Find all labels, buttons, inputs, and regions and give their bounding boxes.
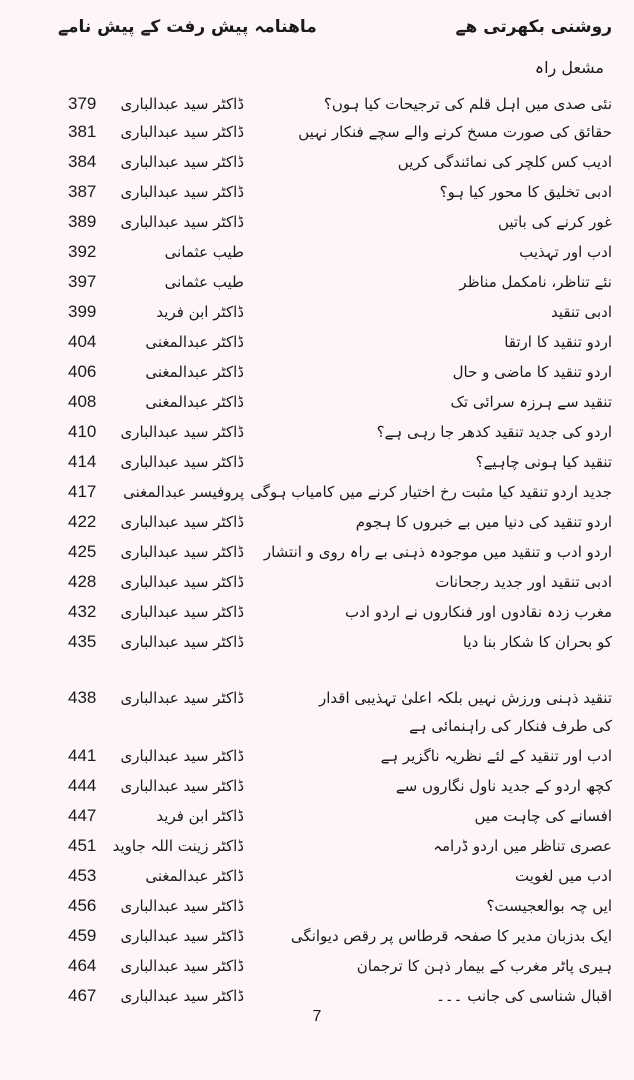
toc-author: ڈاکٹر عبدالمغنی — [145, 363, 244, 381]
toc-page-number: 384 — [68, 152, 97, 171]
toc-author: ڈاکٹر سید عبدالباری — [120, 573, 244, 591]
toc-author: ڈاکٹر سید عبدالباری — [120, 747, 244, 765]
toc-page-number: 467 — [68, 986, 97, 1005]
toc-author: ڈاکٹر سید عبدالباری — [120, 423, 244, 441]
toc-title: اردو کی جدید تنقید کدھر جا رہی ہے؟ — [376, 423, 612, 441]
toc-title: ادیب کس کلچر کی نمائندگی کریں — [397, 153, 612, 171]
toc-row — [0, 774, 634, 804]
toc-page-number: 422 — [68, 512, 97, 531]
toc-page-number: 417 — [68, 482, 97, 501]
toc-page-number: 435 — [68, 632, 97, 651]
toc-page-number: 406 — [68, 362, 97, 381]
toc-page-number: 447 — [68, 806, 97, 825]
toc-row — [0, 150, 634, 180]
toc-page-number: 410 — [68, 422, 97, 441]
toc-page-number: 438 — [68, 688, 97, 707]
toc-author: ڈاکٹر سید عبدالباری — [120, 777, 244, 795]
toc-page-number: 453 — [68, 866, 97, 885]
toc-author: ڈاکٹر سید عبدالباری — [120, 603, 244, 621]
toc-row — [0, 420, 634, 450]
toc-title: اردو ادب و تنقید میں موجودہ ذہنی بے راہ روی و انتشار — [263, 543, 612, 561]
toc-author: ڈاکٹر سید عبدالباری — [120, 689, 244, 707]
toc-row — [0, 300, 634, 330]
toc-row — [0, 480, 634, 510]
toc-author: ڈاکٹر سید عبدالباری — [120, 95, 244, 113]
toc-row — [0, 570, 634, 600]
toc-author: ڈاکٹر سید عبدالباری — [120, 927, 244, 945]
toc-author: ڈاکٹر عبدالمغنی — [145, 333, 244, 351]
toc-page-number: 459 — [68, 926, 97, 945]
toc-row — [0, 450, 634, 480]
toc-title: مغرب زدہ نقادوں اور فنکاروں نے اردو ادب — [344, 603, 612, 621]
toc-row — [0, 540, 634, 570]
toc-row — [0, 510, 634, 540]
toc-author: ڈاکٹر سید عبدالباری — [120, 957, 244, 975]
toc-page-number: 404 — [68, 332, 97, 351]
toc-row — [0, 120, 634, 150]
toc-title: حقائق کی صورت مسخ کرنے والے سچے فنکار نہیں — [298, 123, 612, 141]
toc-author: ڈاکٹر سید عبدالباری — [120, 897, 244, 915]
toc-row — [0, 390, 634, 420]
toc-title-continued: کی طرف فنکار کی راہنمائی ہے — [409, 717, 612, 735]
toc-title: نئے تناظر، نامکمل مناظر — [459, 273, 612, 291]
toc-title: ایک بدزبان مدیر کا صفحہ قرطاس پر رقص دیوانگی — [290, 927, 612, 945]
toc-author: طیب عثمانی — [164, 243, 244, 261]
toc-title: اردو تنقید کا ارتقا — [504, 333, 612, 351]
section-title: روشنی بکھرتی ھے — [455, 17, 612, 37]
toc-author: ڈاکٹر سید عبدالباری — [120, 633, 244, 651]
toc-row — [0, 630, 634, 660]
toc-title: ادبی تنقید اور جدید رجحانات — [435, 573, 612, 591]
toc-author: ڈاکٹر ابن فرید — [156, 303, 244, 321]
toc-author: ڈاکٹر سید عبدالباری — [120, 513, 244, 531]
toc-title: ادب اور تنقید کے لئے نظریہ ناگزیر ہے — [380, 747, 612, 765]
toc-title: جدید اردو تنقید کیا مثبت رخ اختیار کرنے میں کامیاب ہوگی — [250, 483, 612, 501]
toc-title: تنقید کیا ہونی چاہیے؟ — [475, 453, 612, 471]
toc-page-number: 428 — [68, 572, 97, 591]
toc-page-number: 456 — [68, 896, 97, 915]
toc-page-number: 392 — [68, 242, 97, 261]
toc-title: اقبال شناسی کی جانب ۔۔۔ — [436, 987, 612, 1005]
toc-row — [0, 954, 634, 984]
toc-author: ڈاکٹر زینت اللہ جاوید — [112, 837, 244, 855]
intro-label: مشعل راہ — [534, 58, 604, 77]
toc-author: ڈاکٹر سید عبدالباری — [120, 183, 244, 201]
toc-title: ادب میں لغویت — [515, 867, 612, 885]
toc-page-number: 432 — [68, 602, 97, 621]
toc-title: غور کرنے کی باتیں — [497, 213, 612, 231]
toc-author: ڈاکٹر ابن فرید — [156, 807, 244, 825]
toc-page-number: 387 — [68, 182, 97, 201]
page-number: 7 — [312, 1008, 322, 1025]
toc-author: ڈاکٹر سید عبدالباری — [120, 123, 244, 141]
toc-page-number: 464 — [68, 956, 97, 975]
toc-row — [0, 180, 634, 210]
column-heading: ماھنامہ پیش رفت کے پیش نامے — [58, 17, 317, 37]
toc-row — [0, 330, 634, 360]
toc-row — [0, 270, 634, 300]
toc-row — [0, 600, 634, 630]
toc-author: طیب عثمانی — [164, 273, 244, 291]
toc-author: پروفیسر عبدالمغنی — [123, 483, 244, 501]
toc-row — [0, 92, 634, 122]
toc-title: افسانے کی چاہت میں — [474, 807, 612, 825]
toc-page-number: 408 — [68, 392, 97, 411]
toc-title: عصری تناظر میں اردو ڈرامہ — [433, 837, 612, 855]
toc-title: اردو تنقید کا ماضی و حال — [452, 363, 612, 381]
toc-row — [0, 210, 634, 240]
toc-page-number: 399 — [68, 302, 97, 321]
toc-page-number: 379 — [68, 94, 97, 113]
toc-author: ڈاکٹر سید عبدالباری — [120, 153, 244, 171]
toc-author: ڈاکٹر سید عبدالباری — [120, 987, 244, 1005]
toc-row — [0, 894, 634, 924]
toc-row — [0, 924, 634, 954]
toc-title: کو بحران کا شکار بنا دیا — [462, 633, 612, 651]
toc-author: ڈاکٹر عبدالمغنی — [145, 393, 244, 411]
toc-row — [0, 864, 634, 894]
toc-page-number: 451 — [68, 836, 97, 855]
toc-page-number: 425 — [68, 542, 97, 561]
toc-title: ایں چہ بوالعجیست؟ — [486, 897, 612, 915]
toc-row — [0, 744, 634, 774]
toc-author: ڈاکٹر سید عبدالباری — [120, 543, 244, 561]
toc-author: ڈاکٹر سید عبدالباری — [120, 213, 244, 231]
toc-title: تنقید ذہنی ورزش نہیں بلکہ اعلیٰ تہذیبی اقدار — [319, 689, 612, 707]
toc-page-number: 389 — [68, 212, 97, 231]
toc-title: اردو تنقید کی دنیا میں بے خبروں کا ہجوم — [355, 513, 612, 531]
toc-page-number: 444 — [68, 776, 97, 795]
toc-page-number: 441 — [68, 746, 97, 765]
toc-title: ہیری پاٹر مغرب کے بیمار ذہن کا ترجمان — [356, 957, 612, 975]
toc-title: کچھ اردو کے جدید ناول نگاروں سے — [395, 777, 612, 795]
toc-page-number: 381 — [68, 122, 97, 141]
toc-title: ادبی تخلیق کا محور کیا ہو؟ — [439, 183, 612, 201]
toc-row — [0, 360, 634, 390]
toc-row — [0, 240, 634, 270]
toc-title: ادب اور تہذیب — [519, 243, 612, 261]
toc-row — [0, 834, 634, 864]
toc-author: ڈاکٹر عبدالمغنی — [145, 867, 244, 885]
toc-page-number: 414 — [68, 452, 97, 471]
toc-title: نئی صدی میں اہل قلم کی ترجیحات کیا ہوں؟ — [323, 95, 612, 113]
toc-page-number: 397 — [68, 272, 97, 291]
toc-row — [0, 686, 634, 735]
toc-row — [0, 804, 634, 834]
toc-title: ادبی تنقید — [551, 303, 612, 321]
toc-author: ڈاکٹر سید عبدالباری — [120, 453, 244, 471]
toc-title: تنقید سے ہرزہ سرائی تک — [450, 393, 612, 411]
